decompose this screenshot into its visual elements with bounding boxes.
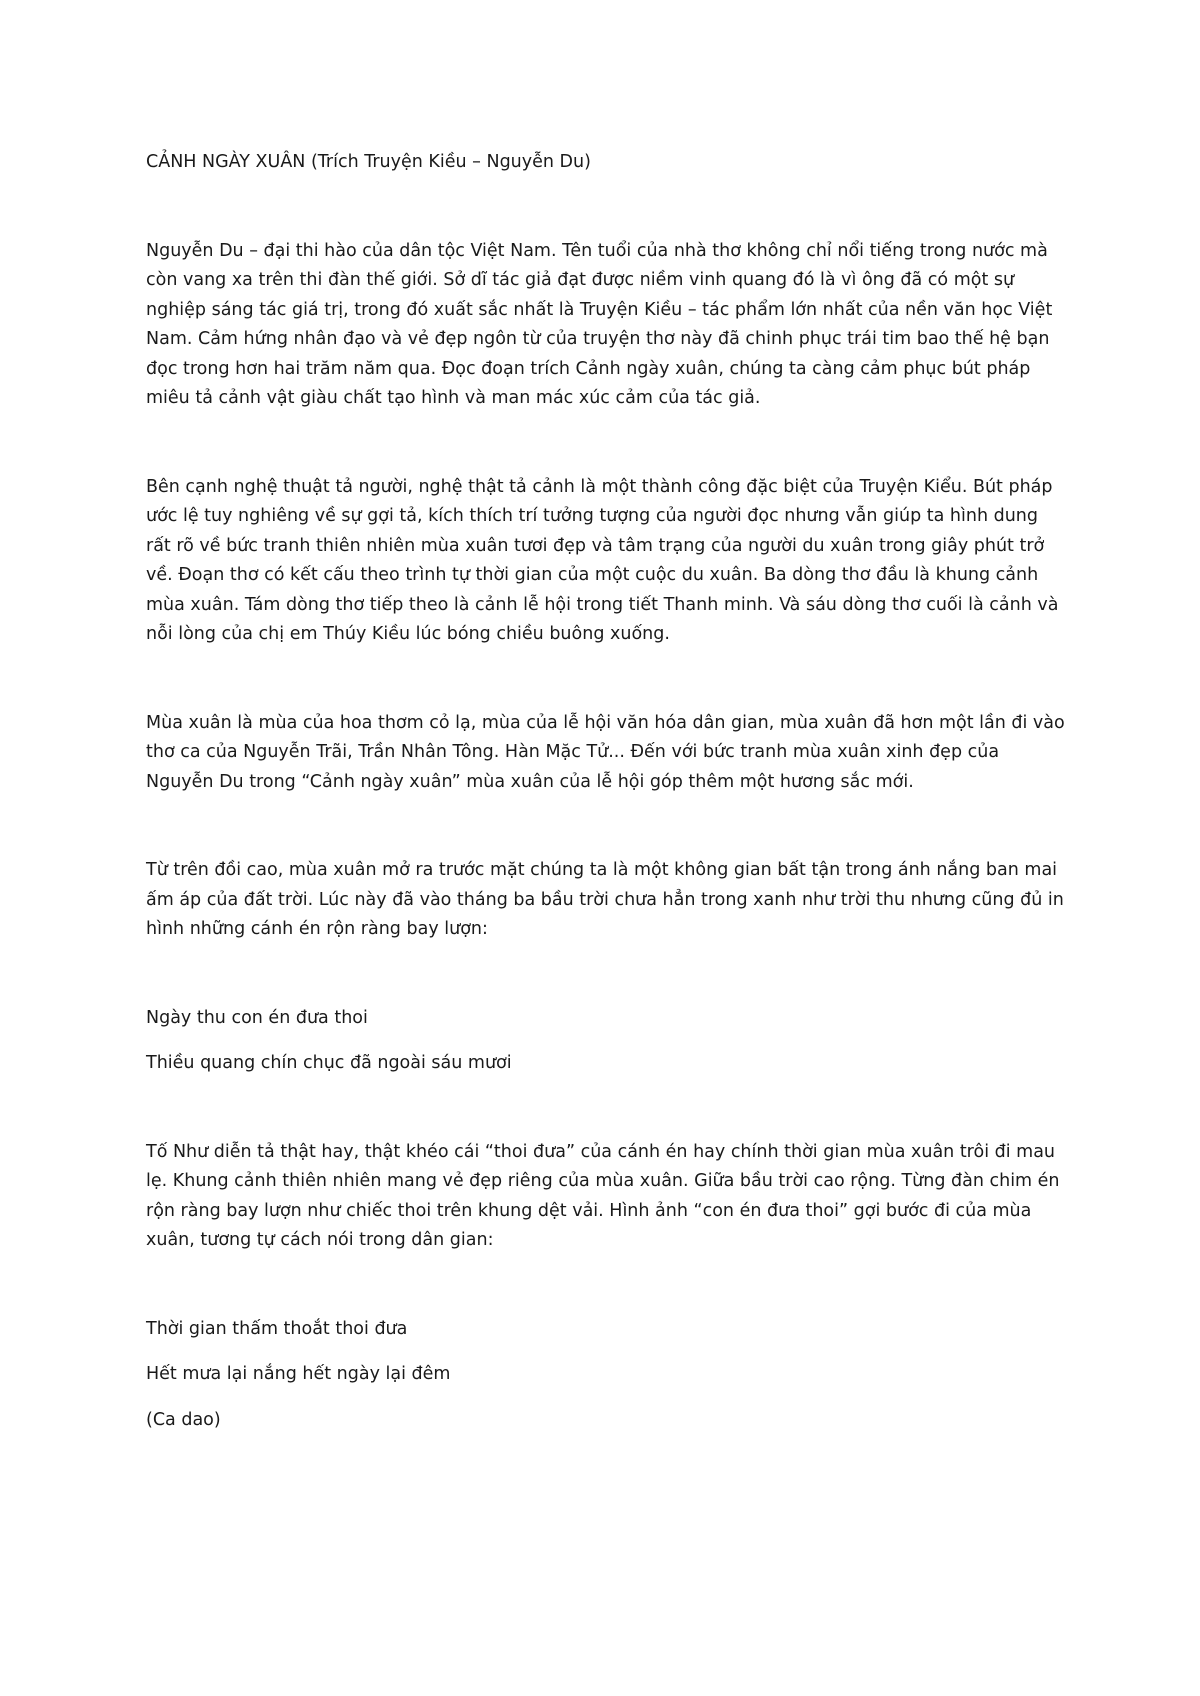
- paragraph-intro: Nguyễn Du – đại thi hào của dân tộc Việt Nam. Tên tuổi của nhà thơ không chỉ nổi tiếng trong nước mà còn vang xa trên thi đàn thế giới. Sở dĩ tác giả đạt được niềm vinh quang đó là vì ông đã có một sự nghiệp sáng tác giá trị, trong đó xuất sắc nhất là Truyện Kiều – tác phẩm lớn nhất của nền văn học Việt Nam. Cảm hứng nhân đạo và vẻ đẹp ngôn từ của truyện thơ này đã chinh phục trái tim bao thế hệ bạn đọc trong hơn hai trăm năm qua. Đọc đoạn trích Cảnh ngày xuân, chúng ta càng cảm phục bút pháp miêu tả cảnh vật giàu chất tạo hình và man mác xúc cảm của tác giả.: [146, 240, 1053, 408]
- paragraph-spring-season: Mùa xuân là mùa của hoa thơm cỏ lạ, mùa của lễ hội văn hóa dân gian, mùa xuân đã hơn một lần đi vào thơ ca của Nguyễn Trãi, Trần Nhân Tông. Hàn Mặc Tử... Đến với bức tranh mùa xuân xinh đẹp của Nguyễn Du trong “Cảnh ngày xuân” mùa xuân của lễ hội góp thêm một hương sắc mới.: [146, 712, 1065, 792]
- paragraph-to-nhu: Tố Như diễn tả thật hay, thật khéo cái “thoi đưa” của cánh én hay chính thời gian mùa xuân trôi đi mau lẹ. Khung cảnh thiên nhiên mang vẻ đẹp riêng của mùa xuân. Giữa bầu trời cao rộng. Từng đàn chim én rộn ràng bay lượn như chiếc thoi trên khung dệt vải. Hình ảnh “con én đưa thoi” gợi bước đi của mùa xuân, tương tự cách nói trong dân gian:: [146, 1141, 1060, 1250]
- paragraph-spring-sky: Từ trên đồi cao, mùa xuân mở ra trước mặt chúng ta là một không gian bất tận trong ánh nắng ban mai ấm áp của đất trời. Lúc này đã vào tháng ba bầu trời chưa hẳn trong xanh như trời thu nhưng cũng đủ in hình những cánh én rộn ràng bay lượn:: [146, 860, 1064, 939]
- document-title: CẢNH NGÀY XUÂN (Trích Truyện Kiều – Nguyễn Du): [146, 152, 591, 172]
- verse-source: (Ca dao): [146, 1409, 221, 1430]
- verse-quote-1: [146, 1004, 1066, 1079]
- verse-line: Hết mưa lại nắng hết ngày lại đêm: [146, 1364, 451, 1384]
- verse-line: Ngày thu con én đưa thoi: [146, 1007, 368, 1028]
- verse-line: Thời gian thấm thoắt thoi đưa: [146, 1318, 408, 1339]
- verse-line: Thiều quang chín chục đã ngoài sáu mươi: [146, 1053, 512, 1073]
- paragraph-art-of-scenery: Bên cạnh nghệ thuật tả người, nghệ thật tả cảnh là một thành công đặc biệt của Truyện Kiểu. Bút pháp ước lệ tuy nghiêng về sự gợi tả, kích thích trí tưởng tượng của người đọc nhưng vẫn giúp ta hình dung rất rõ về bức tranh thiên nhiên mùa xuân tươi đẹp và tâm trạng của người du xuân trong giây phút trở về. Đoạn thơ có kết cấu theo trình tự thời gian của một cuộc du xuân. Ba dòng thơ đầu là khung cảnh mùa xuân. Tám dòng thơ tiếp theo là cảnh lễ hội trong tiết Thanh minh. Và sáu dòng thơ cuối là cảnh và nỗi lòng của chị em Thúy Kiều lúc bóng chiều buông xuống.: [146, 476, 1059, 644]
- document-body: [146, 148, 1066, 1494]
- verse-quote-2: [146, 1315, 1066, 1436]
